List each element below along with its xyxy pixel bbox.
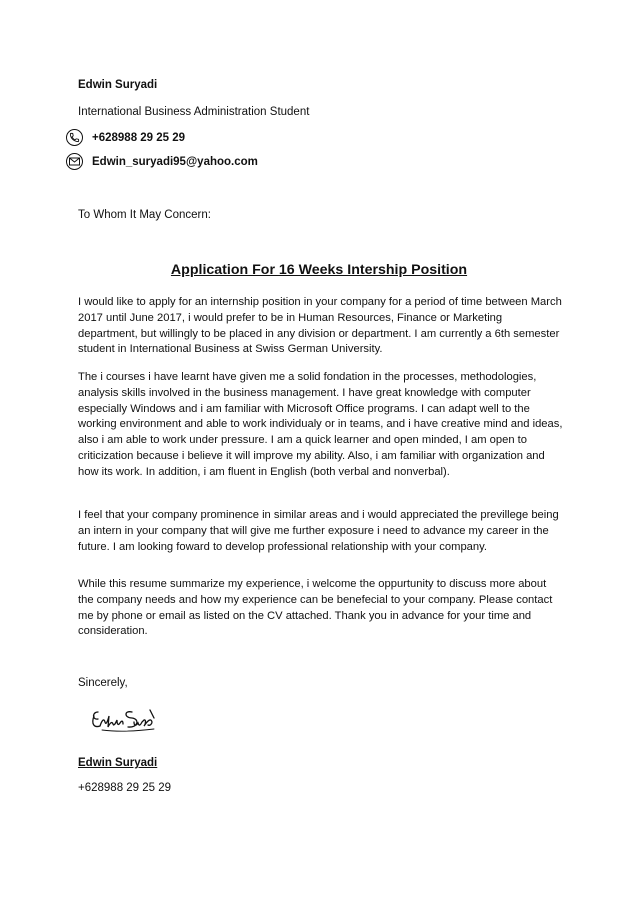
email-address: Edwin_suryadi95@yahoo.com <box>92 155 258 168</box>
signoff-phone: +628988 29 25 29 <box>78 782 172 794</box>
phone-contact <box>66 129 185 146</box>
email-contact <box>66 153 258 170</box>
paragraph: While this resume summarize my experience, i welcome the oppurtunity to discuss more about the company needs and how my experience can be benefecial to your company. Please contact me by phone or email as listed on the CV attached. Thank you in advance for your time and consideration. <box>78 578 553 638</box>
sender-name: Edwin Suryadi <box>78 79 158 91</box>
greeting: To Whom It May Concern: <box>78 209 211 221</box>
signoff-name: Edwin Suryadi <box>78 757 158 769</box>
phone-icon <box>66 129 83 146</box>
paragraph: I would like to apply for an internship position in your company for a period of time between March 2017 until June 2017, i would prefer to be in Human Resources, Finance or Marketing department, but willingly to be placed in any division or department. I am currently a 6th semester student in International Business at Swiss German University. <box>78 296 562 356</box>
paragraph: The i courses i have learnt have given me a solid fondation in the processes, methodologies, analysis skills involved in the business management. I have great knowledge with computer especially Windows and i am familiar with Microsoft Office programs. I can adapt well to the working environment and able to work individualy or in teams, and i have creative mind and ideas, also i am able to work under pressure. I am a quick learner and open minded, I am open to criticization because i believe it will improve my ability. Also, i am familiar with organization and how its work. In addition, i am fluent in English (both verbal and nonverbal). <box>78 371 563 478</box>
letter-subject: Application For 16 Weeks Intership Position <box>170 262 468 278</box>
closing: Sincerely, <box>78 677 128 689</box>
signature-image <box>88 706 160 736</box>
paragraph: I feel that your company prominence in similar areas and i would appreciated the previllege being an intern in your company that will give me further exposure i need to advance my career in the future. I am looking foward to develop professional relationship with your company. <box>78 509 559 553</box>
sender-title: International Business Administration Student <box>78 106 310 118</box>
phone-number: +628988 29 25 29 <box>92 131 186 144</box>
envelope-icon <box>66 153 83 170</box>
